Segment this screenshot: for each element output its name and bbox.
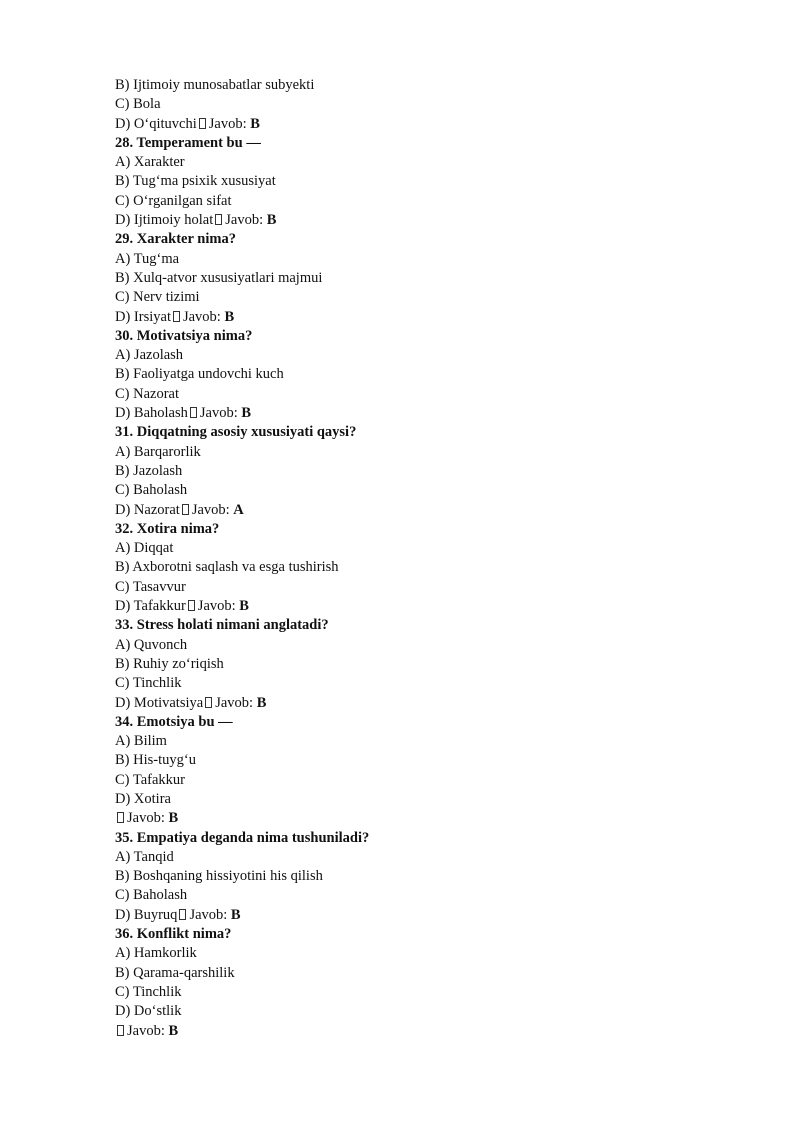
document-page <box>115 76 735 1041</box>
answer-option: A) Quvonch <box>115 636 188 653</box>
answer-label: Javob: <box>215 694 254 711</box>
question-heading: 30. Motivatsiya nima? <box>115 327 253 344</box>
answer-option: B) Axborotni saqlash va esga tushirish <box>115 559 339 576</box>
answer-option: D) Irsiyat <box>115 308 171 325</box>
answer-value: B <box>266 212 277 229</box>
answer-label: Javob: <box>191 501 230 518</box>
missing-glyph-icon <box>117 812 124 823</box>
answer-value: B <box>168 1022 179 1039</box>
answer-line <box>115 809 735 828</box>
answer-value: B <box>168 810 179 827</box>
answer-label: Javob: <box>208 115 247 132</box>
missing-glyph-icon <box>173 311 180 322</box>
answer-label: Javob: <box>127 1022 165 1039</box>
answer-option: D) O‘qituvchi <box>115 115 197 132</box>
answer-value: B <box>256 694 267 711</box>
question-heading: 35. Empatiya deganda nima tushuniladi? <box>115 829 370 846</box>
answer-option: C) Nazorat <box>115 385 180 402</box>
missing-glyph-icon <box>182 504 189 515</box>
answer-label: Javob: <box>225 212 264 229</box>
answer-option: C) Tinchlik <box>115 983 182 1000</box>
answer-option: A) Tug‘ma <box>115 250 180 267</box>
answer-option: A) Diqqat <box>115 540 174 557</box>
answer-line <box>115 501 735 520</box>
answer-option: B) His-tuyg‘u <box>115 752 196 769</box>
answer-value: B <box>250 115 260 132</box>
answer-option: A) Bilim <box>115 733 167 750</box>
answer-value: B <box>241 405 252 422</box>
missing-glyph-icon <box>205 697 212 708</box>
answer-line <box>115 115 735 134</box>
answer-value: B <box>224 308 235 325</box>
answer-option: B) Ruhiy zo‘riqish <box>115 655 224 672</box>
answer-value: B <box>230 906 241 923</box>
answer-label: Javob: <box>199 405 238 422</box>
answer-label: Javob: <box>127 810 165 827</box>
question-heading: 36. Konflikt nima? <box>115 926 232 943</box>
answer-option: C) Baholash <box>115 482 188 499</box>
answer-line <box>115 308 735 327</box>
answer-option: C) O‘rganilgan sifat <box>115 192 232 209</box>
answer-label: Javob: <box>197 598 236 615</box>
question-heading: 31. Diqqatning asosiy xususiyati qaysi? <box>115 424 357 441</box>
answer-value: A <box>233 501 244 518</box>
answer-option: C) Baholash <box>115 887 188 904</box>
answer-option: A) Hamkorlik <box>115 945 197 962</box>
answer-option: D) Xotira <box>115 790 171 807</box>
missing-glyph-icon <box>117 1025 124 1036</box>
question-heading: 34. Emotsiya bu — <box>115 713 233 730</box>
answer-line <box>115 597 735 616</box>
answer-option: D) Nazorat <box>115 501 180 518</box>
answer-option: D) Tafakkur <box>115 598 186 615</box>
answer-option: C) Bola <box>115 96 161 113</box>
answer-option: D) Baholash <box>115 405 188 422</box>
answer-option: B) Ijtimoiy munosabatlar subyekti <box>115 77 315 93</box>
question-heading: 33. Stress holati nimani anglatadi? <box>115 617 329 634</box>
answer-option: B) Faoliyatga undovchi kuch <box>115 366 284 383</box>
answer-option: D) Ijtimoiy holat <box>115 212 214 229</box>
question-heading: 32. Xotira nima? <box>115 520 220 537</box>
answer-option: B) Tug‘ma psixik xususiyat <box>115 173 276 190</box>
answer-option: C) Tafakkur <box>115 771 185 788</box>
answer-value: B <box>239 598 249 615</box>
answer-label: Javob: <box>182 308 221 325</box>
answer-option: D) Motivatsiya <box>115 694 204 711</box>
answer-option: A) Jazolash <box>115 347 184 364</box>
answer-line <box>115 694 735 713</box>
answer-option: A) Tanqid <box>115 848 174 865</box>
answer-option: B) Qarama-qarshilik <box>115 964 235 981</box>
question-heading: 29. Xarakter nima? <box>115 231 236 248</box>
answer-option: B) Boshqaning hissiyotini his qilish <box>115 868 323 885</box>
answer-option: B) Xulq-atvor xususiyatlari majmui <box>115 269 323 286</box>
answer-line <box>115 1022 735 1041</box>
answer-option: A) Barqarorlik <box>115 443 201 460</box>
answer-option: C) Tasavvur <box>115 578 186 595</box>
missing-glyph-icon <box>188 600 195 611</box>
missing-glyph-icon <box>190 407 197 418</box>
missing-glyph-icon <box>179 909 186 920</box>
answer-option: B) Jazolash <box>115 462 183 479</box>
missing-glyph-icon <box>199 118 206 129</box>
answer-option: C) Tinchlik <box>115 675 182 692</box>
missing-glyph-icon <box>215 214 222 225</box>
answer-option: A) Xarakter <box>115 154 185 171</box>
answer-line <box>115 906 735 925</box>
answer-line <box>115 211 735 230</box>
question-heading: 28. Temperament bu — <box>115 134 261 151</box>
answer-option: D) Buyruq <box>115 906 178 923</box>
answer-option: D) Do‘stlik <box>115 1003 182 1020</box>
answer-label: Javob: <box>189 906 228 923</box>
answer-option: C) Nerv tizimi <box>115 289 200 306</box>
answer-line <box>115 404 735 423</box>
